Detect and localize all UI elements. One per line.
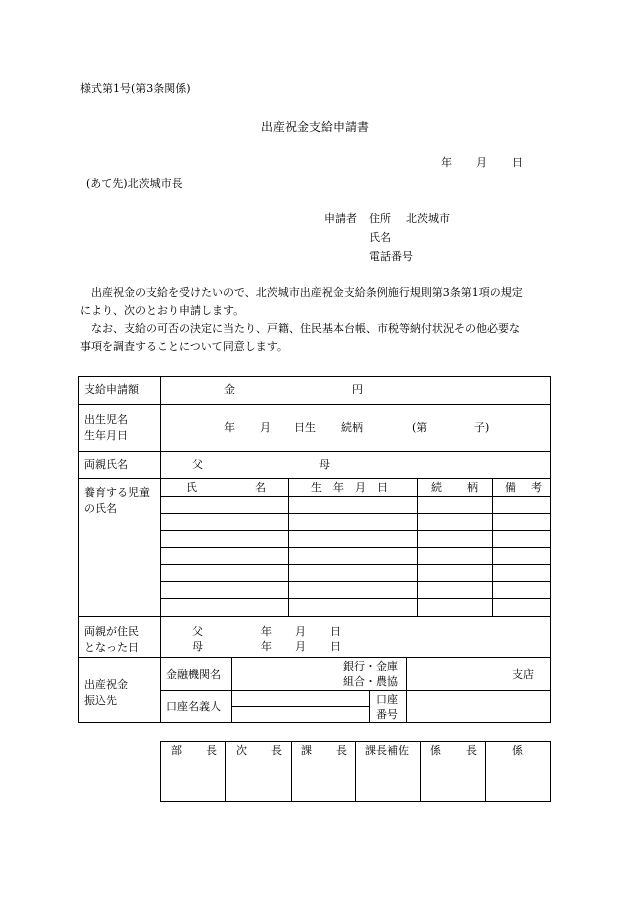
phone-label: 電話番号 [369,250,413,263]
approval-deputy-a: 次 [236,744,247,757]
approval-section-chief-a: 課 [301,744,312,757]
residence-mother-year: 年 [261,640,272,653]
addressee: (あて先)北茨城市長 [86,177,183,190]
parents-mother: 母 [319,458,330,471]
date-year: 年 [441,156,452,169]
residence-label-2: となった日 [84,641,139,654]
residence-father-month: 月 [295,625,306,638]
address-value: 北茨城市 [406,212,450,225]
bank-type-1: 銀行・金庫 [343,660,398,673]
body-line: 事項を調査することについて同意します。 [80,340,288,353]
amount-prefix: 金 [224,383,235,396]
account-number-label-1: 口座 [376,693,398,706]
address-label: 住所 [369,212,391,225]
children-header-note-1: 備 [505,481,516,494]
birth-year: 年 [224,421,235,434]
account-holder-label: 口座名義人 [166,700,221,713]
children-header-rel-2: 柄 [467,481,478,494]
birth-label-1: 出生児名 [84,413,128,426]
form-number: 様式第1号(第3条関係) [80,82,191,95]
approval-director-b: 長 [206,744,217,757]
account-number-label-2: 番号 [376,708,398,721]
birth-order-open: (第 [412,421,428,434]
birth-month: 月 [260,421,271,434]
children-header-name-2: 名 [255,481,266,494]
children-header-note-2: 考 [531,481,542,494]
children-label-2: の氏名 [84,502,117,515]
approval-deputy-b: 長 [271,744,282,757]
bank-type-2: 組合・農協 [343,675,398,688]
bank-label-1: 出産祝金 [84,678,128,691]
name-label: 氏名 [369,231,391,244]
amount-suffix: 円 [352,383,363,396]
children-label-1: 養育する児童 [84,486,150,499]
residence-mother-day: 日 [330,640,341,653]
approval-assistant-chief: 課長補佐 [365,744,409,757]
birth-order-close: 子) [474,421,490,434]
date-month: 月 [476,156,487,169]
approval-staff: 係 [512,744,523,757]
approval-subsection-chief-b: 長 [466,744,477,757]
residence-label-1: 両親が住民 [84,625,139,638]
amount-label: 支給申請額 [84,383,139,396]
body-line: なお、支給の可否の決定に当たり、戸籍、住民基本台帳、市税等納付状況その他必要な [91,322,520,335]
bank-institution-label: 金融機関名 [166,668,221,681]
children-header-name-1: 氏 [186,481,197,494]
body-line: 出産祝金の支給を受けたいので、北茨城市出産祝金支給条例施行規則第3条第1項の規定 [91,286,523,299]
approval-director-a: 部 [171,744,182,757]
bank-label-2: 振込先 [84,694,117,707]
body-text [80,284,560,356]
birth-label-2: 生年月日 [84,429,128,442]
parents-father: 父 [192,458,203,471]
residence-mother: 母 [192,640,203,653]
bank-branch: 支店 [512,668,534,681]
children-header-rel-1: 続 [431,481,442,494]
residence-father-year: 年 [261,625,272,638]
children-header-dob: 生 年 月 日 [311,481,388,494]
residence-father-day: 日 [330,625,341,638]
applicant-label: 申請者 [324,212,357,225]
approval-subsection-chief-a: 係 [430,744,441,757]
date-day: 日 [512,156,523,169]
parents-label: 両親氏名 [84,458,128,471]
birth-relation: 続柄 [341,421,363,434]
birth-day: 日生 [294,421,316,434]
page-title: 出産祝金支給申請書 [260,120,369,134]
body-line: により、次のとおり申請します。 [80,304,245,317]
residence-mother-month: 月 [295,640,306,653]
residence-father: 父 [192,625,203,638]
approval-section-chief-b: 長 [336,744,347,757]
